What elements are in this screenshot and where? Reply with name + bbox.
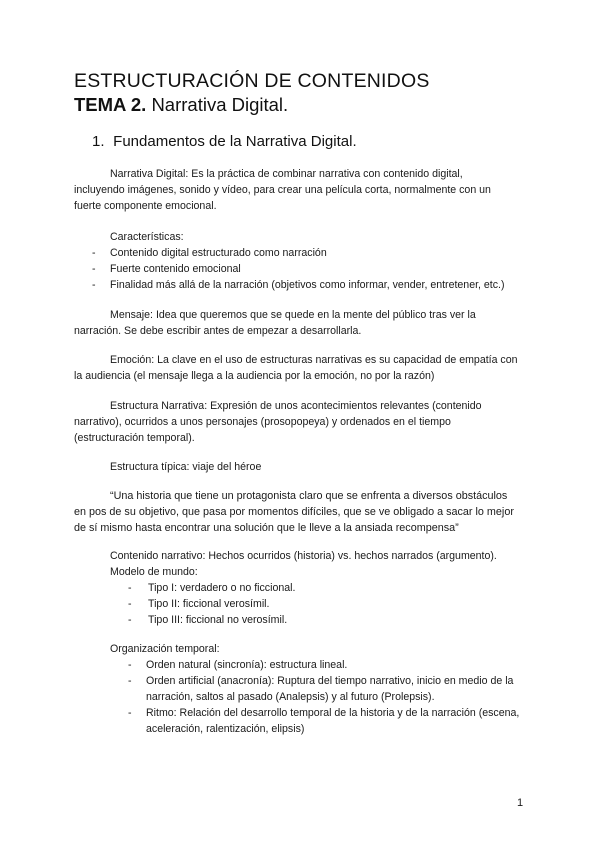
section-number: 1. [92,133,105,150]
organizacion-label: Organización temporal: [110,643,220,655]
estructura-tipica-value: viaje del héroe [189,461,262,473]
emocion-line1 [110,352,518,368]
mensaje-label: Mensaje: [110,309,153,321]
estructura-label: Estructura Narrativa: [110,400,208,412]
narrativa-text1: Es la práctica de combinar narrativa con contenido digital, [188,168,463,180]
section-heading-text: Fundamentos de la Narrativa Digital. [113,133,357,150]
mensaje-text1: Idea que queremos que se quede en la mente del público tras ver la [153,309,476,321]
organizacion-item-cont: narración, saltos al pasado (Analepsis) y al futuro (Prolepsis). [146,691,435,703]
caracteristicas-label: Características: [110,231,184,243]
narrativa-line2: incluyendo imágenes, sonido y vídeo, para crear una película corta, normalmente con un [74,184,491,196]
emocion-text1: La clave en el uso de estructuras narrativas es su capacidad de empatía con [154,354,518,366]
tipo-item: Tipo II: ficcional verosímil. [148,598,270,610]
section-heading [92,133,357,150]
tipo-item: Tipo I: verdadero o no ficcional. [148,582,296,594]
caracteristica-item: Fuerte contenido emocional [110,263,241,275]
narrativa-line1 [110,166,463,182]
bullet-dash: - [92,247,96,259]
page-number: 1 [517,797,524,809]
narrativa-label: Narrativa Digital: [110,168,189,180]
caracteristica-item: Finalidad más allá de la narración (objetivos como informar, vender, entretener, etc.) [110,279,505,291]
bullet-dash: - [128,675,132,687]
estructura-line3: (estructuración temporal). [74,432,195,444]
contenido-label: Contenido narrativo: [110,550,206,562]
quote-line2: en pos de su objetivo, que pasa por momentos difíciles, que se ve obligado a sacar lo mejor [74,506,514,518]
bullet-dash: - [128,707,132,719]
estructura-line1 [110,398,482,414]
quote-line3: de sí mismo hasta encontrar una solución que le lleve a la ansiada recompensa” [74,522,459,534]
organizacion-item: Orden artificial (anacronía): Ruptura del tiempo narrativo, inicio en medio de la [146,675,514,687]
document-title: ESTRUCTURACIÓN DE CONTENIDOS [74,70,430,92]
emocion-label: Emoción: [110,354,155,366]
bullet-dash: - [92,263,96,275]
organizacion-item: Orden natural (sincronía): estructura lineal. [146,659,348,671]
estructura-tipica [110,459,261,475]
mensaje-line2: narración. Se debe escribir antes de empezar a desarrollarla. [74,325,362,337]
modelo-mundo: Modelo de mundo: [110,566,198,578]
bullet-dash: - [128,582,132,594]
estructura-tipica-label: Estructura típica: [110,461,190,473]
mensaje-line1 [110,307,476,323]
tipo-item: Tipo III: ficcional no verosímil. [148,614,288,626]
bullet-dash: - [128,598,132,610]
contenido-narrativo [110,548,497,564]
quote-line1: “Una historia que tiene un protagonista claro que se enfrenta a diversos obstáculos [110,490,508,502]
narrativa-line3: fuerte componente emocional. [74,200,217,212]
estructura-text1: Expresión de unos acontecimientos relevantes (contenido [207,400,482,412]
organizacion-item-cont: aceleración, ralentización, elipsis) [146,723,305,735]
bullet-dash: - [128,659,132,671]
bullet-dash: - [92,279,96,291]
contenido-value: Hechos ocurridos (historia) vs. hechos narrados (argumento). [205,550,497,562]
tema-subtitle: Narrativa Digital. [151,94,289,115]
bullet-dash: - [128,614,132,626]
caracteristica-item: Contenido digital estructurado como narración [110,247,327,259]
tema-title [74,94,288,116]
tema-label: TEMA 2. [74,94,147,115]
organizacion-item: Ritmo: Relación del desarrollo temporal de la historia y de la narración (escena, [146,707,520,719]
estructura-line2: narrativo), ocurridos a unos personajes (prosopopeya) y ordenados en el tiempo [74,416,451,428]
emocion-line2: la audiencia (el mensaje llega a la audiencia por la emoción, no por la razón) [74,370,435,382]
